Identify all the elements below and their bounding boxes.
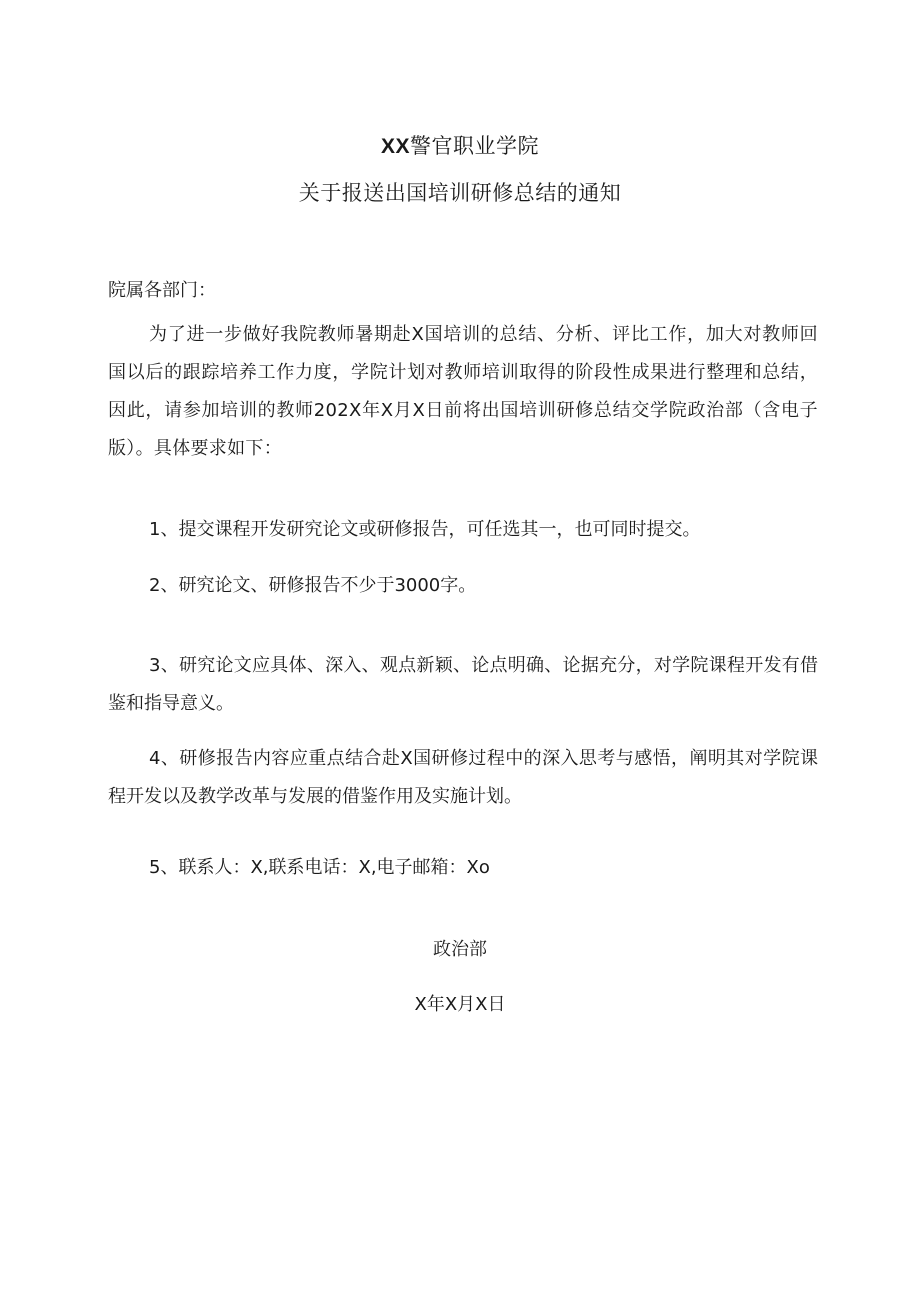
school-prefix: XX — [380, 135, 410, 158]
requirement-item: 5、联系人：X,联系电话：X,电子邮箱：Xo — [149, 857, 490, 878]
intro-paragraph: 为了进一步做好我院教师暑期赴X国培训的总结、分析、评比工作，加大对教师回国以后的跟踪培养工作力度，学院计划对教师培训取得的阶段性成果进行整理和总结，因此，请参加培训的教师202X年X月X日前将出国培训研修总结交学院政治部（含电子版）。具体要求如下： — [108, 324, 818, 459]
signature-date: X年X月X日 — [414, 994, 506, 1015]
signature-department: 政治部 — [433, 939, 487, 960]
document-title-school — [0, 130, 920, 160]
school-name: 警官职业学院 — [410, 134, 539, 158]
requirement-item: 4、研修报告内容应重点结合赴X国研修过程中的深入思考与感悟，阐明其对学院课程开发以及教学改革与发展的借鉴作用及实施计划。 — [108, 748, 818, 807]
requirement-item: 2、研究论文、研修报告不少于3000字。 — [149, 575, 477, 596]
salutation: 院属各部门： — [108, 280, 216, 301]
requirement-item: 1、提交课程开发研究论文或研修报告，可任选其一，也可同时提交。 — [149, 519, 701, 540]
requirement-item: 3、研究论文应具体、深入、观点新颖、论点明确、论据充分，对学院课程开发有借鉴和指导意义。 — [108, 655, 818, 714]
document-title-notice: 关于报送出国培训研修总结的通知 — [298, 181, 622, 205]
